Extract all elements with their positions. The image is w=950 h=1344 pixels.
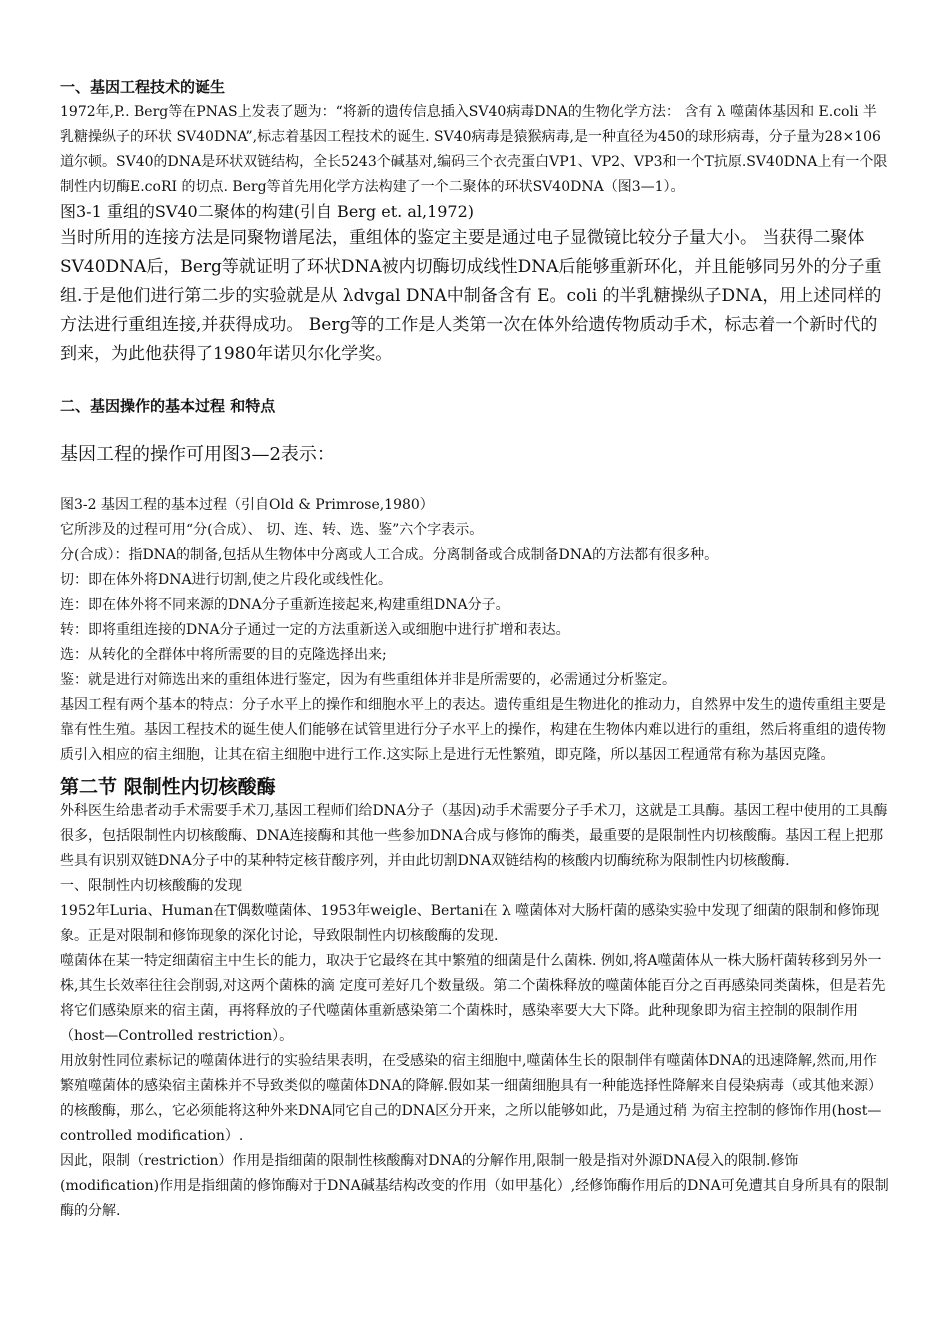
section2-line: 它所涉及的过程可用“分(合成）、 切、连、转、选、鉴”六个字表示。 — [60, 522, 484, 538]
section3-paragraph-5: 因此，限制（restriction）作用是指细菌的限制性核酸酶对DNA的分解作用,限制一般是指对外源DNA侵入的限制.修饰(modification)作用是指细菌的修饰酶对于DNA碱基结构改变的作用（如甲基化）,经修饰酶作用后的DNA可免遭其自身所具有的限制酶的分解. — [60, 1153, 889, 1219]
section2-line: 鉴：就是进行对筛选出来的重组体进行鉴定，因为有些重组体并非是所需要的，必需通过分析鉴定。 — [60, 672, 676, 688]
figure-caption-3-1: 图3-1 重组的SV40二聚体的构建(引自 Berg et. al,1972) — [60, 202, 475, 221]
section3-paragraph-1: 外科医生给患者动手术需要手术刀,基因工程师们给DNA分子（基因)动手术需要分子手术刀，这就是工具酶。基因工程中使用的工具酶很多，包括限制性内切核酸酶、DNA连接酶和其他一些参加DNA合成与修饰的酶类，最重要的是限制性内切核酸酶。基因工程上把那些具有识别双链DNA分子中的某种特定核苷酸序列，并由此切割DNA双链结构的核酸内切酶统称为限制性内切核酸酶. — [60, 803, 888, 869]
section2-line: 连：即在体外将不同来源的DNA分子重新连接起来,构建重组DNA分子。 — [60, 597, 510, 613]
section1-paragraph: 1972年,P.. Berg等在PNAS上发表了题为：“将新的遗传信息插入SV40病毒DNA的生物化学方法： 含有 λ 噬菌体基因和 E.coli 半乳糖操纵子的环状 SV40DNA”,标志着基因工程技术的诞生. SV40病毒是猿猴病毒,是一种直径为450的球形病毒，分子量为28×106道尔顿。SV40的DNA是环状双链结构，全长5243个碱基对,编码三个衣壳蛋白VP1、VP2、VP3和一个T抗原.SV40DNA上有一个限制性内切酶E.coRⅠ 的切点. Berg等首先用化学方法构建了一个二聚体的环状SV40DNA（图3—1）。 — [60, 104, 888, 195]
section2-heading: 二、基因操作的基本过程 和特点 — [60, 397, 276, 415]
section3-paragraph-3: 噬菌体在某一特定细菌宿主中生长的能力，取决于它最终在其中繁殖的细菌是什么菌株. 例如,将A噬菌体从一株大肠杆菌转移到另外一株,其生长效率往往会削弱,对这两个菌株的滴 定度可差好几个数量级。第二个菌株释放的噬菌体能百分之百再感染同类菌株，但是若先将它们感染原来的宿主菌，再将释放的子代噬菌体重新感染第二个菌株时，感染率要大大下降。此种现象即为宿主控制的限制作用（host—Controlled restriction）。 — [60, 953, 886, 1044]
section3-subheading: 一、限制性内切核酸酶的发现 — [60, 878, 242, 894]
section2-paragraph: 基因工程有两个基本的特点：分子水平上的操作和细胞水平上的表达。遗传重组是生物进化的推动力，自然界中发生的遗传重组主要是靠有性生殖。基因工程技术的诞生使人们能够在试管里进行分子水平上的操作，构建在生物体内难以进行的重组，然后将重组的遗传物质引入相应的宿主细胞，让其在宿主细胞中进行工作.这实际上是进行无性繁殖，即克隆，所以基因工程通常有称为基因克隆。 — [60, 697, 886, 763]
section2-line: 选：从转化的全群体中将所需要的目的克隆选择出来; — [60, 647, 387, 663]
section1-heading: 一、基因工程技术的诞生 — [60, 78, 226, 96]
section1-paragraph-2: 当时所用的连接方法是同聚物谱尾法，重组体的鉴定主要是通过电子显微镜比较分子量大小。 当获得二聚体SV40DNA后，Berg等就证明了环状DNA被内切酶切成线性DNA后能够重新环化，并且能够同另外的分子重组.于是他们进行第二步的实验就是从 λdvgal DNA中制备含有 E。coli 的半乳糖操纵子DNA，用上述同样的方法进行重组连接,并获得成功。 Berg等的工作是人类第一次在体外给遗传物质动手术，标志着一个新时代的到来，为此他获得了1980年诺贝尔化学奖。 — [60, 228, 882, 364]
section3-paragraph-4: 用放射性同位素标记的噬菌体进行的实验结果表明，在受感染的宿主细胞中,噬菌体生长的限制伴有噬菌体DNA的迅速降解,然而,用作繁殖噬菌体的感染宿主菌株并不导致类似的噬菌体DNA的降解.假如某一细菌细胞具有一种能选择性降解来自侵染病毒（或其他来源）的核酸酶，那么，它必须能将这种外来DNA同它自己的DNA区分开来，之所以能够如此，乃是通过稍 为宿主控制的修饰作用(host—controlled modification）. — [60, 1053, 883, 1144]
section2-intro: 基因工程的操作可用图3—2表示： — [60, 444, 335, 465]
section2-line: 分(合成）：指DNA的制备,包括从生物体中分离或人工合成。分离制备或合成制备DNA的方法都有很多种。 — [60, 547, 719, 563]
section2-line: 切：即在体外将DNA进行切割,使之片段化或线性化。 — [60, 572, 393, 588]
section2-line: 转：即将重组连接的DNA分子通过一定的方法重新送入或细胞中进行扩增和表达。 — [60, 622, 570, 638]
figure-caption-3-2: 图3-2 基因工程的基本过程（引自Old & Primrose,1980） — [60, 497, 434, 513]
section3-heading: 第二节 限制性内切核酸酶 — [60, 776, 276, 798]
section3-paragraph-2: 1952年Luria、Human在T偶数噬菌体、1953年weigle、Bertani在 λ 噬菌体对大肠杆菌的感染实验中发现了细菌的限制和修饰现象。正是对限制和修饰现象的深化讨论，导致限制性内切核酸酶的发现. — [60, 903, 880, 944]
document-page — [60, 76, 890, 1224]
